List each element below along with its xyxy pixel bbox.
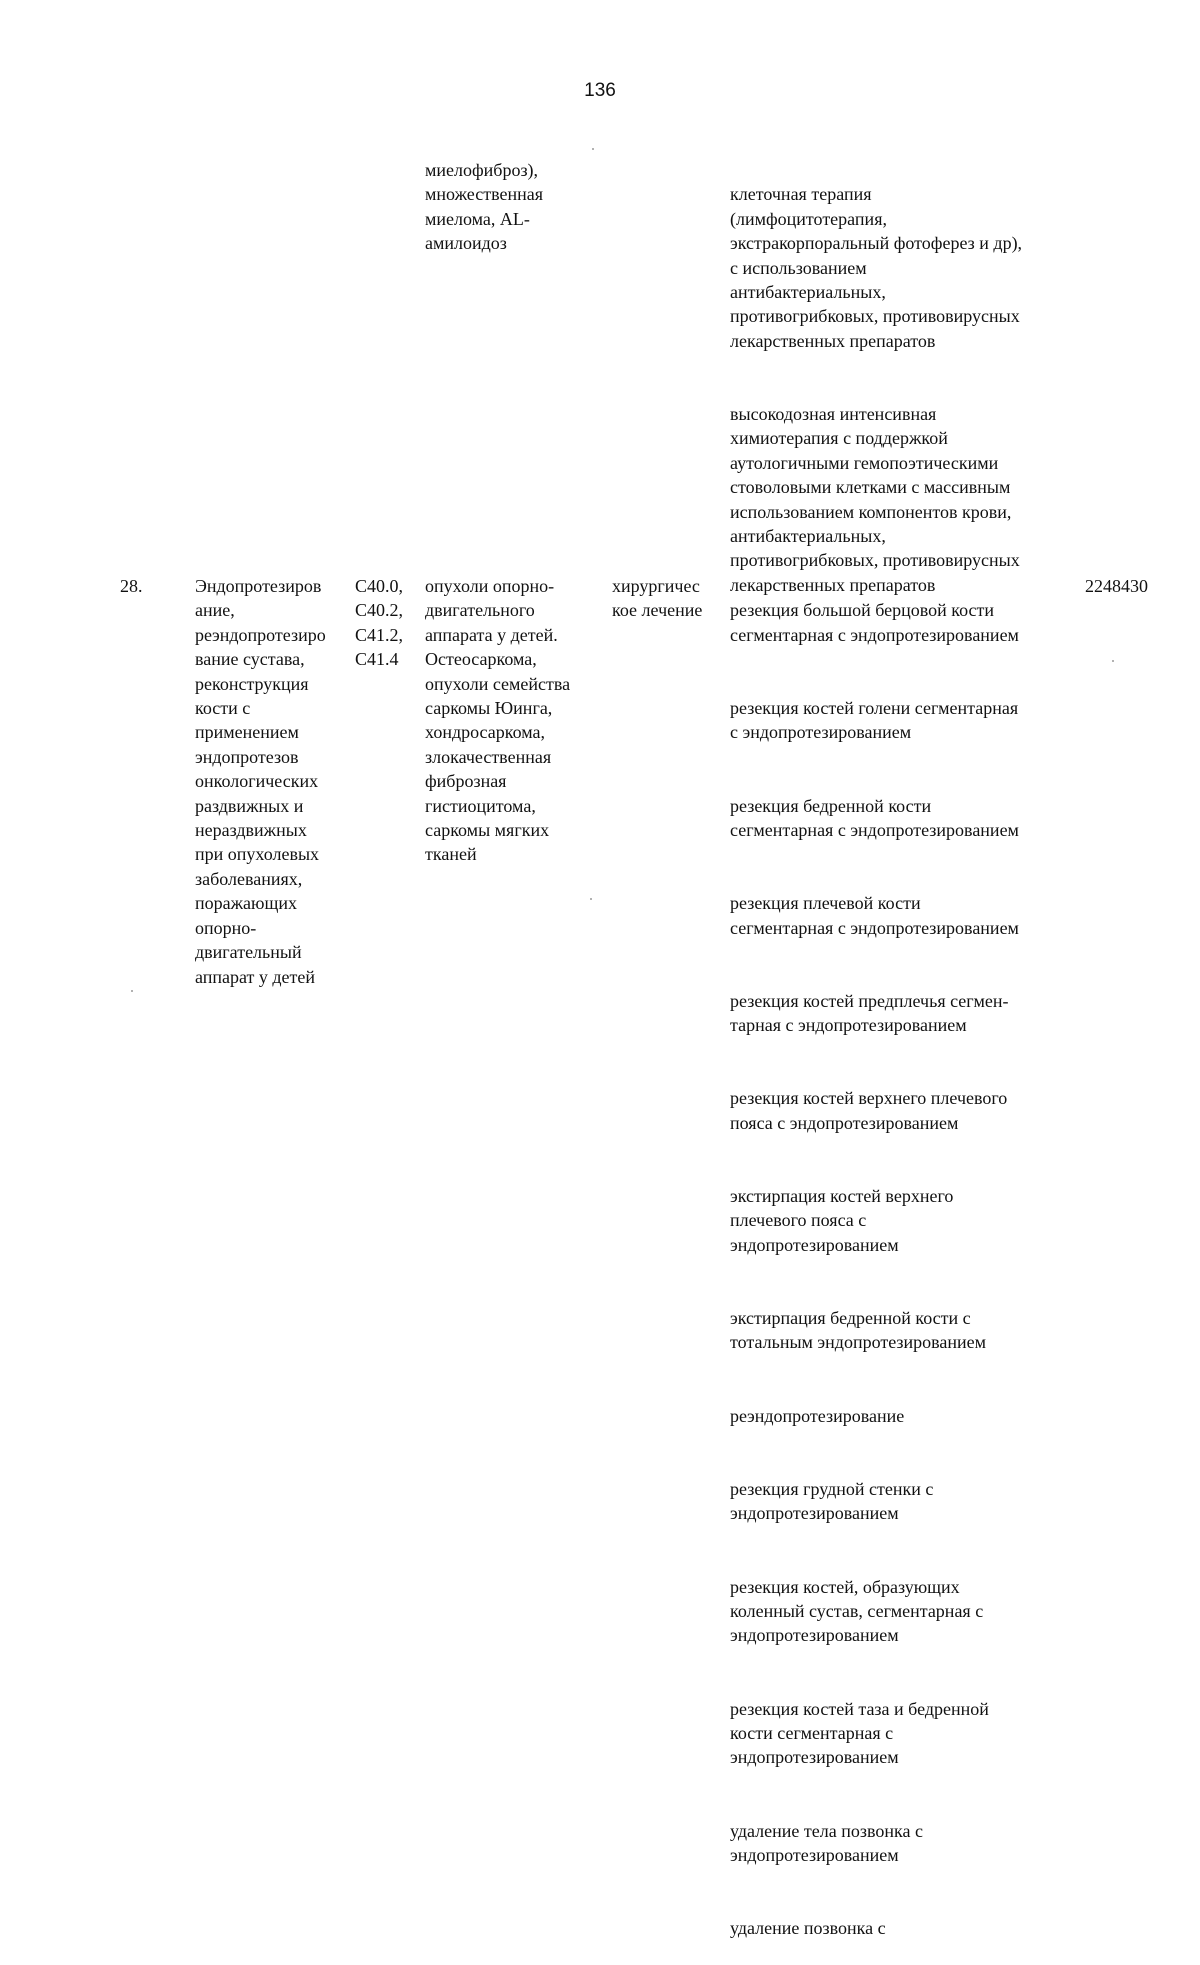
method-item: экстирпация бедренной кости с тотальным эндопротезированием — [730, 1308, 987, 1353]
method-item: резекция костей голени сегментарная с эндопротезированием — [730, 698, 1019, 743]
diagnosis-description: опухоли опорно- двигательного аппарата у детей. Остеосаркома, опухоли семейства саркомы Юинга, хондросаркома, злокачественная фиброзная гистиоцитома, саркомы мягких тканей — [425, 576, 571, 865]
method-item: резекция грудной стенки с эндопротезированием — [730, 1478, 934, 1524]
scan-speck — [590, 898, 592, 900]
method-item: резекция костей, образующих коленный сустав, сегментарная с эндопротезированием — [730, 1576, 984, 1646]
method-item: резекция костей таза и бедренной кости сегментарная с эндопротезированием — [730, 1698, 989, 1768]
method-item: удаление тела позвонка с эндопротезированием — [730, 1820, 923, 1865]
treatment-methods — [730, 574, 1070, 1965]
method-item: резекция бедренной кости сегментарная с эндопротезированием — [730, 795, 1019, 841]
continued-diagnosis: миелофиброз), множественная миелома, AL- амилоидоз — [425, 160, 543, 254]
method-item: экстирпация костей верхнего плечевого пояса с эндопротезированием — [730, 1186, 954, 1255]
scan-speck — [592, 148, 594, 150]
method-item: резекция большой берцовой кости сегментарная с эндопротезированием — [730, 600, 1019, 645]
scan-speck — [1112, 660, 1114, 662]
method-item: реэндопротезирование — [730, 1405, 905, 1426]
page-number: 136 — [584, 80, 616, 101]
technology-name: Эндопротезиров ание, реэндопротезиро вание сустава, реконструкция кости с применением эндопротезов онкологических раздвижных и нераздвижных при опухолевых заболеваниях, поражающих опорно- двигательный аппарат у детей — [195, 576, 326, 987]
method-item: резекция плечевой кости сегментарная с эндопротезированием — [730, 893, 1019, 938]
method-item: клеточная терапия (лимфоцитотерапия, экстракорпоральный фотоферез и др), с использованием антибактериальных, противогрибковых, противовирусных лекарственных препаратов — [730, 184, 1023, 351]
method-item: удаление позвонка с — [730, 1918, 886, 1939]
treatment-type: хирургичес кое лечение — [612, 576, 703, 621]
continued-methods — [730, 158, 1070, 622]
scan-speck — [131, 990, 133, 992]
icd-codes: C40.0, C40.2, C41.2, C41.4 — [355, 576, 404, 670]
row-number: 28. — [120, 576, 143, 596]
method-item: резекция костей предплечья сегмен- тарная с эндопротезированием — [730, 990, 1009, 1036]
method-item: резекция костей верхнего плечевого пояса с эндопротезированием — [730, 1088, 1008, 1133]
cost-value: 2248430 — [1085, 576, 1148, 596]
method-item: высокодозная интенсивная химиотерапия с поддержкой аутологичными гемопоэтическими стоволовыми клетками с массивным использованием компонентов крови, антибактериальных, противогрибковых, противовирусных лекарственных препаратов — [730, 404, 1020, 595]
